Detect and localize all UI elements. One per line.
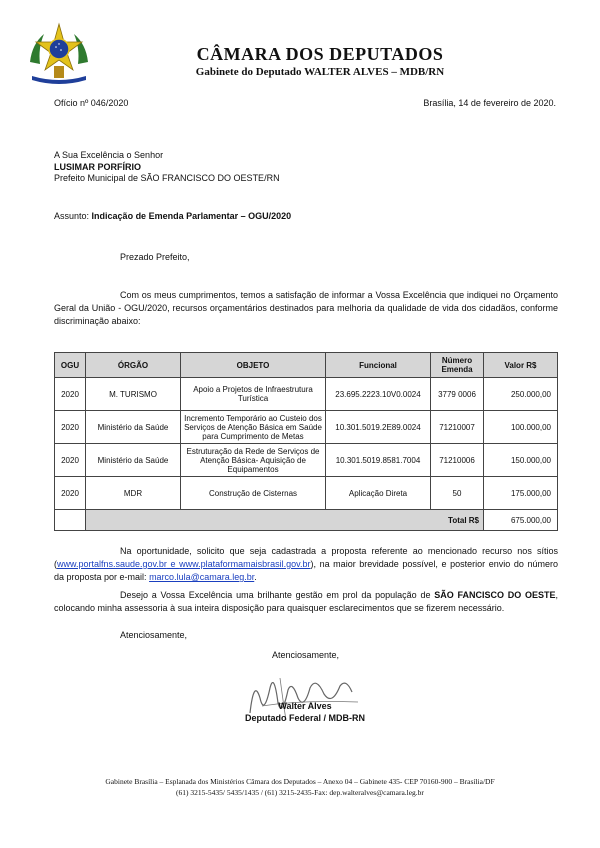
paragraph-request — [54, 545, 558, 584]
subject-line — [54, 211, 291, 221]
table-total-row — [55, 510, 558, 531]
cell-ogu: 2020 — [55, 444, 86, 477]
total-label: Total R$ — [86, 510, 484, 531]
addressee-line1: A Sua Excelência o Senhor — [54, 150, 164, 160]
col-ogu: OGU — [55, 353, 86, 378]
table-row — [55, 477, 558, 510]
letter-date: Brasília, 14 de fevereiro de 2020. — [423, 98, 556, 108]
cell-valor: 250.000,00 — [484, 378, 558, 411]
total-value: 675.000,00 — [484, 510, 558, 531]
cell-orgao: Ministério da Saúde — [86, 444, 181, 477]
signer-role: Deputado Federal / MDB-RN — [244, 713, 365, 723]
col-funcional: Funcional — [326, 353, 431, 378]
addressee-line3: Prefeito Municipal de SÃO FRANCISCO DO OESTE/RN — [54, 173, 280, 183]
cell-funcional: 10.301.5019.2E89.0024 — [326, 411, 431, 444]
page-title: CÂMARA DOS DEPUTADOS — [196, 44, 444, 64]
cell-orgao: MDR — [86, 477, 181, 510]
cell-funcional: Aplicação Direta — [326, 477, 431, 510]
cell-funcional: 23.695.2223.10V0.0024 — [326, 378, 431, 411]
cell-objeto: Construção de Cisternas — [181, 477, 326, 510]
cell-objeto: Estruturação da Rede de Serviços de Atenção Básica- Aquisição de Equipamentos — [181, 444, 326, 477]
paragraph-request-text: Na oportunidade, solicito que seja cadastrada a proposta referente ao mencionado recurso nos sítios ( — [54, 546, 558, 569]
brazil-coat-of-arms-icon — [26, 22, 92, 86]
footer-address: Gabinete Brasília – Esplanada dos Ministérios Câmara dos Deputados – Anexo 04 – Gabinete 435- CEP 70160-900 – Brasília/DF — [105, 777, 495, 786]
cell-ogu: 2020 — [55, 411, 86, 444]
closing-left: Atenciosamente, — [120, 630, 188, 640]
table-header-row — [55, 353, 558, 378]
page-footer — [60, 776, 540, 798]
signer-name: Walter Alves — [278, 701, 332, 711]
cell-objeto: Incremento Temporário ao Custeio dos Serviços de Atenção Básica em Saúde para Cumprimento de Metas — [181, 411, 326, 444]
subject-text: Indicação de Emenda Parlamentar – OGU/2020 — [91, 211, 292, 221]
paragraph-wishes — [54, 589, 558, 615]
cell-numero: 3779 0006 — [431, 378, 484, 411]
footer-contact: (61) 3215-5435/ 5435/1435 / (61) 3215-2435-Fax: dep.walteralves@camara.leg.br — [176, 788, 424, 797]
col-numero-emenda: Número Emenda — [431, 353, 484, 378]
cell-numero: 71210007 — [431, 411, 484, 444]
oficio-number: Ofício nº 046/2020 — [54, 98, 129, 108]
cell-numero: 50 — [431, 477, 484, 510]
link-separator: e — [166, 559, 180, 569]
addressee-block — [54, 150, 280, 185]
col-orgao: ÓRGÃO — [86, 353, 181, 378]
subject-label: Assunto: — [54, 211, 90, 221]
paragraph-intro — [54, 289, 558, 328]
col-valor: Valor R$ — [484, 353, 558, 378]
col-objeto: OBJETO — [181, 353, 326, 378]
cell-orgao: Ministério da Saúde — [86, 411, 181, 444]
link-plataformamaisbrasil[interactable]: www.plataformamaisbrasil.gov.br — [179, 559, 311, 569]
total-empty-cell — [55, 510, 86, 531]
addressee-name: LUSIMAR PORFÍRIO — [54, 161, 141, 172]
table-row — [55, 378, 558, 411]
cell-valor: 175.000,00 — [484, 477, 558, 510]
signer-block — [244, 700, 365, 724]
greeting: Prezado Prefeito, — [120, 252, 190, 262]
link-portalfns[interactable]: www.portalfns.saude.gov.br — [57, 559, 167, 569]
cell-objeto: Apoio a Projetos de Infraestrutura Turística — [181, 378, 326, 411]
paragraph-wishes-text: Desejo a Vossa Excelência uma brilhante gestão em prol da população de — [120, 590, 435, 600]
table-row — [55, 444, 558, 477]
cell-orgao: M. TURISMO — [86, 378, 181, 411]
cell-funcional: 10.301.5019.8581.7004 — [326, 444, 431, 477]
paragraph-request-text-2: ), na maior brevidade possível, e posterior envio do número da proposta por e-mail: — [54, 559, 558, 582]
paragraph-intro-text: Com os meus cumprimentos, temos a satisfação de informar a Vossa Excelência que indiquei no Orçamento Geral da União - OGU/2020, recursos orçamentários destinados para melhoria da qualidade de vida dos cidadãos, conforme discriminação abaixo: — [54, 290, 558, 326]
cell-ogu: 2020 — [55, 378, 86, 411]
paragraph-wishes-text-2: , colocando minha assessoria à sua inteira disposição para quaisquer esclarecimentos que se fizerem necessário. — [54, 590, 558, 613]
closing-center: Atenciosamente, — [272, 650, 340, 660]
table-row — [55, 411, 558, 444]
cell-valor: 100.000,00 — [484, 411, 558, 444]
email-link[interactable]: marco.lula@camara.leg.br — [149, 572, 255, 582]
paragraph-request-end: . — [254, 572, 257, 582]
page-subtitle: Gabinete do Deputado WALTER ALVES – MDB/RN — [195, 66, 445, 78]
emendas-table — [54, 352, 558, 531]
cell-numero: 71210006 — [431, 444, 484, 477]
cell-ogu: 2020 — [55, 477, 86, 510]
city-name: SÃO FANCISCO DO OESTE — [434, 590, 556, 600]
cell-valor: 150.000,00 — [484, 444, 558, 477]
